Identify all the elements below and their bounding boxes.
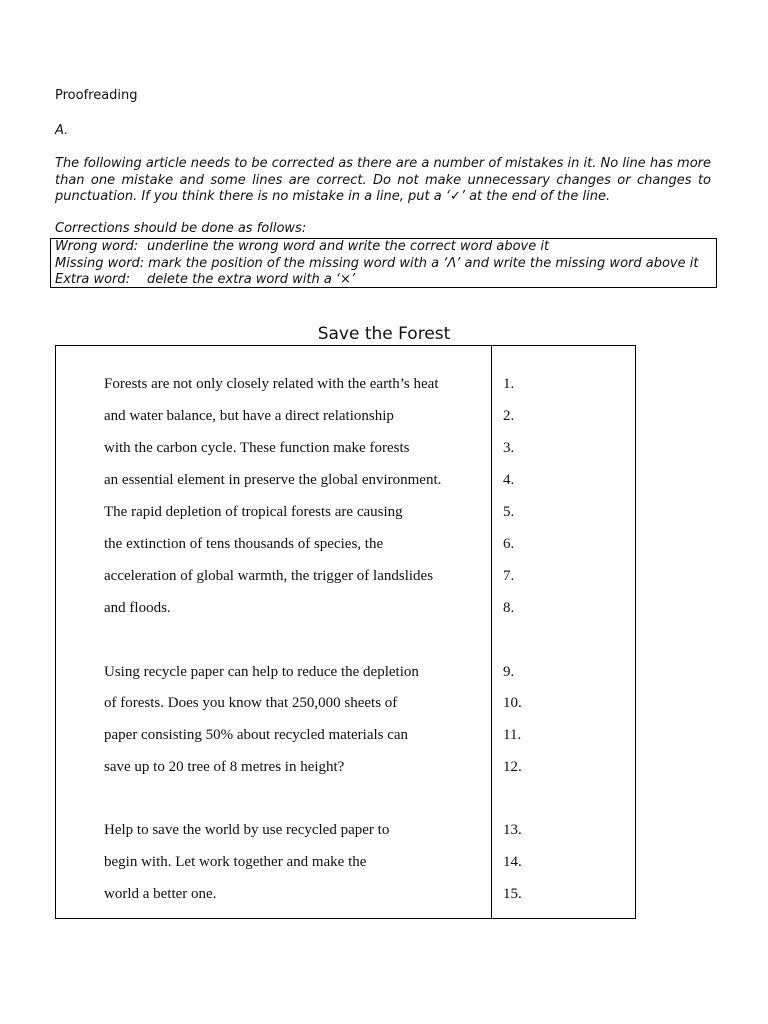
article-line: world a better one. <box>104 886 217 902</box>
article-line: begin with. Let work together and make the <box>104 854 367 870</box>
correction-desc: mark the position of the missing word with a ‘Λ’ and write the missing word above it <box>148 255 699 271</box>
correction-desc: underline the wrong word and write the correct word above it <box>147 239 550 254</box>
corrections-title: Corrections should be done as follows: <box>55 221 307 236</box>
line-number: 1. <box>503 376 515 392</box>
article-line: Help to save the world by use recycled paper to <box>104 822 390 838</box>
page-heading: Proofreading <box>55 88 138 103</box>
line-number: 6. <box>503 536 515 552</box>
article-line: and floods. <box>104 600 171 616</box>
correction-row-extra-word <box>55 272 716 289</box>
correction-row-wrong-word <box>55 239 716 256</box>
article-line: Using recycle paper can help to reduce the depletion <box>104 664 419 680</box>
column-divider <box>491 345 492 919</box>
line-number: 3. <box>503 440 515 456</box>
line-number: 10. <box>503 695 522 711</box>
line-number: 7. <box>503 568 515 584</box>
line-number: 9. <box>503 664 515 680</box>
line-number: 2. <box>503 408 515 424</box>
correction-row-missing-word <box>55 256 716 273</box>
line-number: 11. <box>503 727 522 743</box>
line-number: 12. <box>503 759 522 775</box>
article-title: Save the Forest <box>317 324 451 344</box>
article-line: with the carbon cycle. These function make forests <box>104 440 410 456</box>
correction-label: Extra word: <box>55 272 131 287</box>
article-line: acceleration of global warmth, the trigger of landslides <box>104 568 434 584</box>
article-line: Forests are not only closely related with the earth’s heat <box>104 376 439 392</box>
instructions-paragraph: The following article needs to be corrected as there are a number of mistakes in it. No line has more than one mistake and some lines are correct. Do not make unnecessary changes or changes to punctuation. If you think there is no mistake in a line, put a ‘✓’ at the end of the line. <box>55 156 711 204</box>
line-number: 13. <box>503 822 522 838</box>
article-line: save up to 20 tree of 8 metres in height? <box>104 759 345 775</box>
section-label: A. <box>55 123 69 138</box>
line-number: 14. <box>503 854 522 870</box>
line-number: 4. <box>503 472 515 488</box>
article-line: the extinction of tens thousands of species, the <box>104 536 384 552</box>
line-number: 15. <box>503 886 522 902</box>
correction-label: Missing word: <box>55 255 145 271</box>
corrections-box <box>50 238 717 288</box>
article-line: an essential element in preserve the global environment. <box>104 472 442 488</box>
article-title-wrap <box>0 324 768 344</box>
article-line: of forests. Does you know that 250,000 sheets of <box>104 695 398 711</box>
article-line: paper consisting 50% about recycled materials can <box>104 727 409 743</box>
article-line: and water balance, but have a direct relationship <box>104 408 394 424</box>
correction-label: Wrong word: <box>55 239 139 254</box>
line-number: 5. <box>503 504 515 520</box>
correction-desc: delete the extra word with a ‘×’ <box>147 272 356 287</box>
article-line: The rapid depletion of tropical forests are causing <box>104 504 403 520</box>
line-number: 8. <box>503 600 515 616</box>
